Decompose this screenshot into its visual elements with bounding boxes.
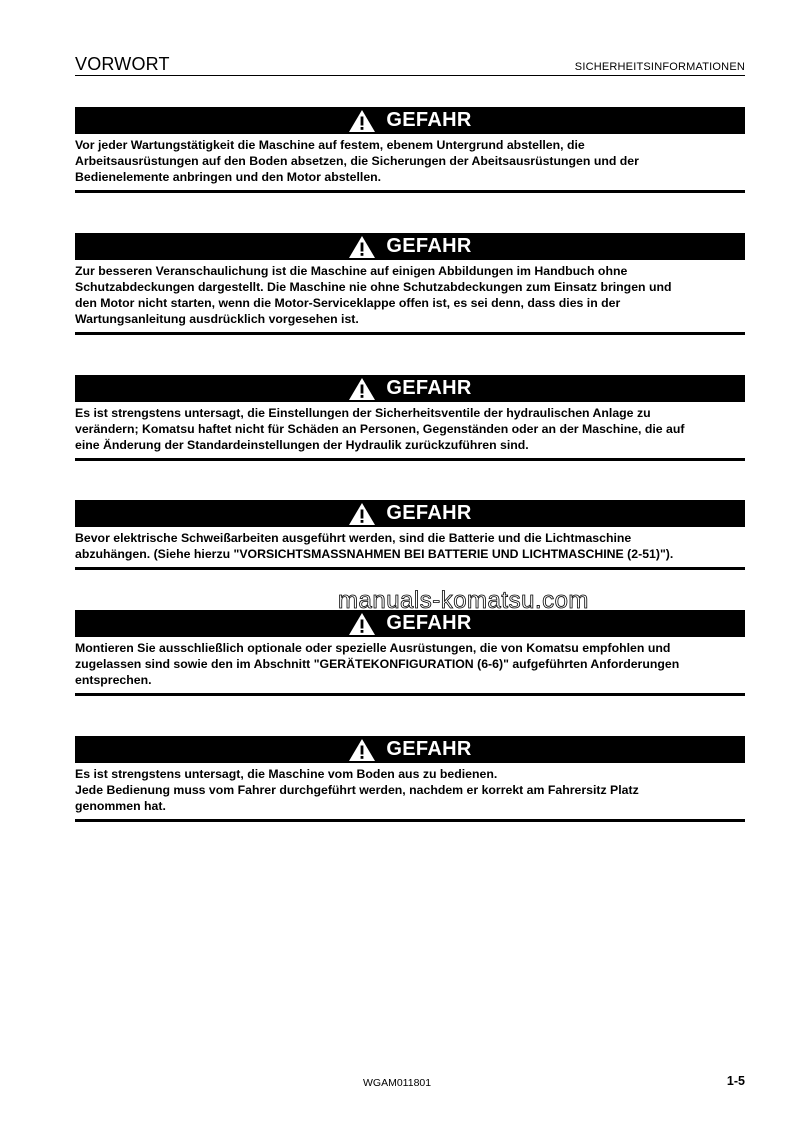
warning-triangle-icon [348,109,376,133]
warning-title: GEFAHR [386,502,472,524]
warning-triangle-icon [348,738,376,762]
warning-box [75,610,745,696]
warning-triangle-icon [348,502,376,526]
warning-header [75,736,745,763]
warning-triangle-icon [348,612,376,636]
warning-triangle-icon [348,235,376,259]
warning-header [75,375,745,402]
document-code: WGAM011801 [363,1077,432,1089]
warning-title: GEFAHR [386,109,472,131]
warning-triangle-icon [348,377,376,401]
header-divider [75,75,745,76]
warning-bottom-rule [75,332,745,335]
warning-header [75,233,745,260]
warning-bottom-rule [75,458,745,461]
warning-text: Bevor elektrische Schweißarbeiten ausgeführt werden, sind die Batterie und die Lichtmaschine abzuhängen. (Siehe hierzu "VORSICHTSMASSNAHMEN BEI BATTERIE UND LICHTMASCHINE (2-51)"). [75,531,674,561]
chapter-title: SICHERHEITSINFORMATIONEN [574,61,745,73]
warning-bottom-rule [75,190,745,193]
warning-box [75,107,745,193]
warning-header [75,500,745,527]
section-title: VORWORT [75,54,170,74]
warning-bottom-rule [75,567,745,570]
warning-title: GEFAHR [386,377,472,399]
warning-box [75,736,745,822]
warning-text: Montieren Sie ausschließlich optionale oder spezielle Ausrüstungen, die von Komatsu empfohlen und zugelassen sind sowie den im Abschnitt "GERÄTEKONFIGURATION (6-6)" aufgeführten Anforderungen entsprechen. [75,641,680,687]
warning-header [75,107,745,134]
warning-bottom-rule [75,693,745,696]
warning-text: Es ist strengstens untersagt, die Maschine vom Boden aus zu bedienen. Jede Bedienung muss vom Fahrer durchgeführt werden, nachdem er korrekt am Fahrersitz Platz genommen hat. [75,767,639,813]
warning-text: Zur besseren Veranschaulichung ist die Maschine auf einigen Abbildungen im Handbuch ohne Schutzabdeckungen dargestellt. Die Maschine nie ohne Schutzabdeckungen zum Einsatz bringen und den Motor nicht starten, wenn die Motor-Serviceklappe offen ist, es sei denn, dass dies in der Wartungsanleitung ausdrücklich vorgesehen ist. [75,264,672,326]
warning-text: Es ist strengstens untersagt, die Einstellungen der Sicherheitsventile der hydraulischen Anlage zu verändern; Komatsu haftet nicht für Schäden an Personen, Gegenständen oder an der Maschine, die auf eine Änderung der Standardeinstellungen der Hydraulik zurückzuführen sind. [75,406,685,452]
warning-box [75,375,745,461]
warning-title: GEFAHR [386,738,472,760]
watermark: manuals-komatsu.com [338,587,589,614]
warning-title: GEFAHR [386,235,472,257]
warning-box [75,500,745,570]
warning-title: GEFAHR [386,612,472,634]
warning-text: Vor jeder Wartungstätigkeit die Maschine auf festem, ebenem Untergrund abstellen, die Arbeitsausrüstungen auf den Boden absetzen, die Sicherungen der Abeitsausrüstungen und der Bedienelemente anbringen und den Motor abstellen. [75,138,639,184]
warning-box [75,233,745,335]
warning-bottom-rule [75,819,745,822]
page-number: 1-5 [726,1074,745,1088]
